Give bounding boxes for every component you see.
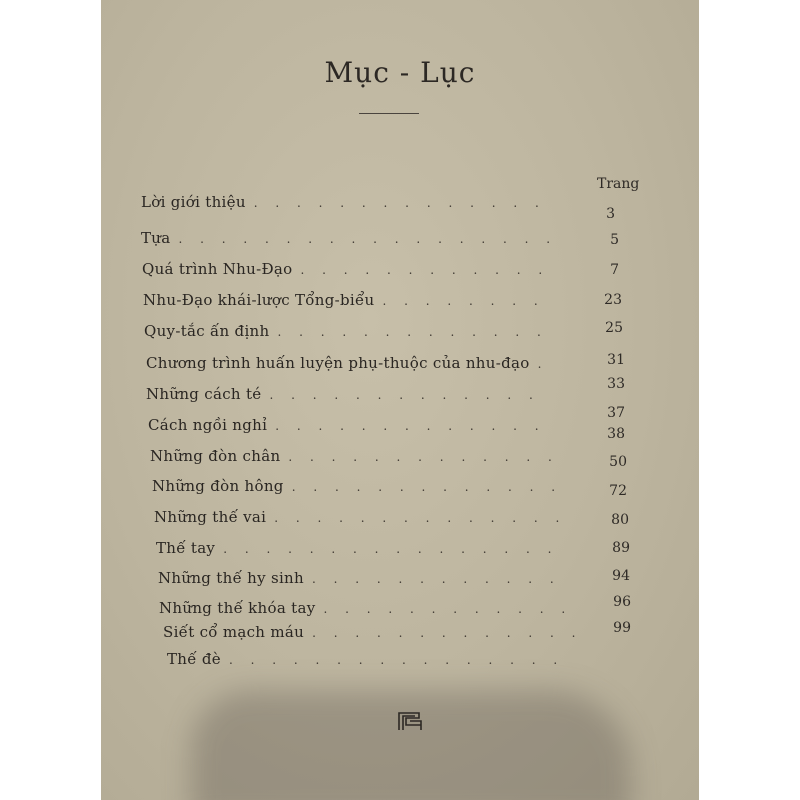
toc-entry xyxy=(154,506,566,528)
toc-entry-label: Cách ngồi nghỉ xyxy=(148,416,268,434)
toc-entry-label: Những thế khóa tay xyxy=(159,599,316,617)
leader-dots: . . . . . . . . . . . . xyxy=(323,602,573,616)
toc-entry-page: 50 xyxy=(609,454,627,470)
leader-dots: . . . . . . . . xyxy=(382,294,545,308)
toc-entry xyxy=(167,648,564,670)
toc-entry xyxy=(146,352,548,374)
page-column-header: Trang xyxy=(597,176,640,192)
toc-entry-label: Siết cổ mạch máu xyxy=(163,623,305,641)
toc-entry-label: Thế đè xyxy=(167,650,221,668)
toc-entry-label: Chương trình huấn luyện phụ-thuộc của nhu-đạo xyxy=(146,354,530,372)
toc-entry xyxy=(143,289,545,311)
toc-entry-page: 99 xyxy=(613,620,631,636)
toc-entry-page: 33 xyxy=(607,376,625,392)
toc-entry xyxy=(152,475,562,497)
leader-dots: . . . . . . . . . . . . . . . . . . xyxy=(178,232,558,246)
leader-dots: . . . . . . . . . . . . xyxy=(311,572,561,586)
toc-entry xyxy=(148,414,546,436)
toc-entry-page: 94 xyxy=(612,568,630,584)
toc-entry-label: Những cách té xyxy=(146,385,262,403)
leader-dots: . . . . . . . . . . . . . xyxy=(269,388,540,402)
toc-entry-page: 5 xyxy=(610,232,619,248)
toc-entry xyxy=(141,191,546,213)
toc-entry-page: 38 xyxy=(607,426,625,442)
toc-entry-label: Những đòn chân xyxy=(150,447,281,465)
toc-entry-label: Quá trình Nhu-Đạo xyxy=(142,260,293,278)
leader-dots: . . . . . . . . . . . . . xyxy=(277,325,548,339)
leader-dots: . . . . . . . . . . . . . xyxy=(288,450,559,464)
leader-dots: . xyxy=(537,357,549,371)
leader-dots: . . . . . . . . . . . . . . . . xyxy=(228,653,565,667)
toc-entry-label: Lời giới thiệu xyxy=(141,193,246,211)
toc-entry-label: Nhu-Đạo khái-lược Tổng-biểu xyxy=(143,291,375,309)
toc-entry-label: Tựa xyxy=(141,229,171,247)
toc-entry-label: Thế tay xyxy=(156,539,216,557)
toc-entry xyxy=(156,537,558,559)
toc-entry-label: Những thế vai xyxy=(154,508,267,526)
leader-dots: . . . . . . . . . . . . xyxy=(300,263,550,277)
toc-entry-label: Những thế hy sinh xyxy=(158,569,304,587)
page-title: Mục - Lục xyxy=(324,56,476,89)
leader-dots: . . . . . . . . . . . . . . xyxy=(253,196,546,210)
toc-entry-page: 25 xyxy=(605,320,623,336)
toc-entry-page: 3 xyxy=(606,206,615,222)
toc-entry xyxy=(163,621,582,643)
leader-dots: . . . . . . . . . . . . . xyxy=(291,480,563,494)
toc-entry xyxy=(146,383,540,405)
toc-entry xyxy=(144,320,548,342)
leader-dots: . . . . . . . . . . . . . xyxy=(275,419,546,433)
toc-entry xyxy=(141,227,557,249)
toc-entry xyxy=(142,258,549,280)
toc-entry-page: 23 xyxy=(604,292,622,308)
toc-entry xyxy=(158,567,561,589)
toc-entry-page: 80 xyxy=(611,512,629,528)
toc-entry-page: 37 xyxy=(607,405,625,421)
toc-entry-page: 31 xyxy=(607,352,625,368)
toc-entry-page: 89 xyxy=(612,540,630,556)
leader-dots: . . . . . . . . . . . . . xyxy=(312,626,583,640)
title-underline xyxy=(359,113,419,114)
toc-entry-label: Những đòn hông xyxy=(152,477,284,495)
leader-dots: . . . . . . . . . . . . . . . . xyxy=(223,542,559,556)
toc-entry-page: 96 xyxy=(613,594,631,610)
hand-shadow xyxy=(191,690,631,800)
toc-entry-page: 72 xyxy=(609,483,627,499)
toc-entry-page: 7 xyxy=(610,262,619,278)
book-page xyxy=(101,0,699,800)
toc-entry xyxy=(159,597,572,619)
toc-entry xyxy=(150,445,559,467)
toc-entry-label: Quy-tắc ấn định xyxy=(144,322,270,340)
leader-dots: . . . . . . . . . . . . . . xyxy=(274,511,567,525)
printer-mark-icon xyxy=(397,710,423,732)
